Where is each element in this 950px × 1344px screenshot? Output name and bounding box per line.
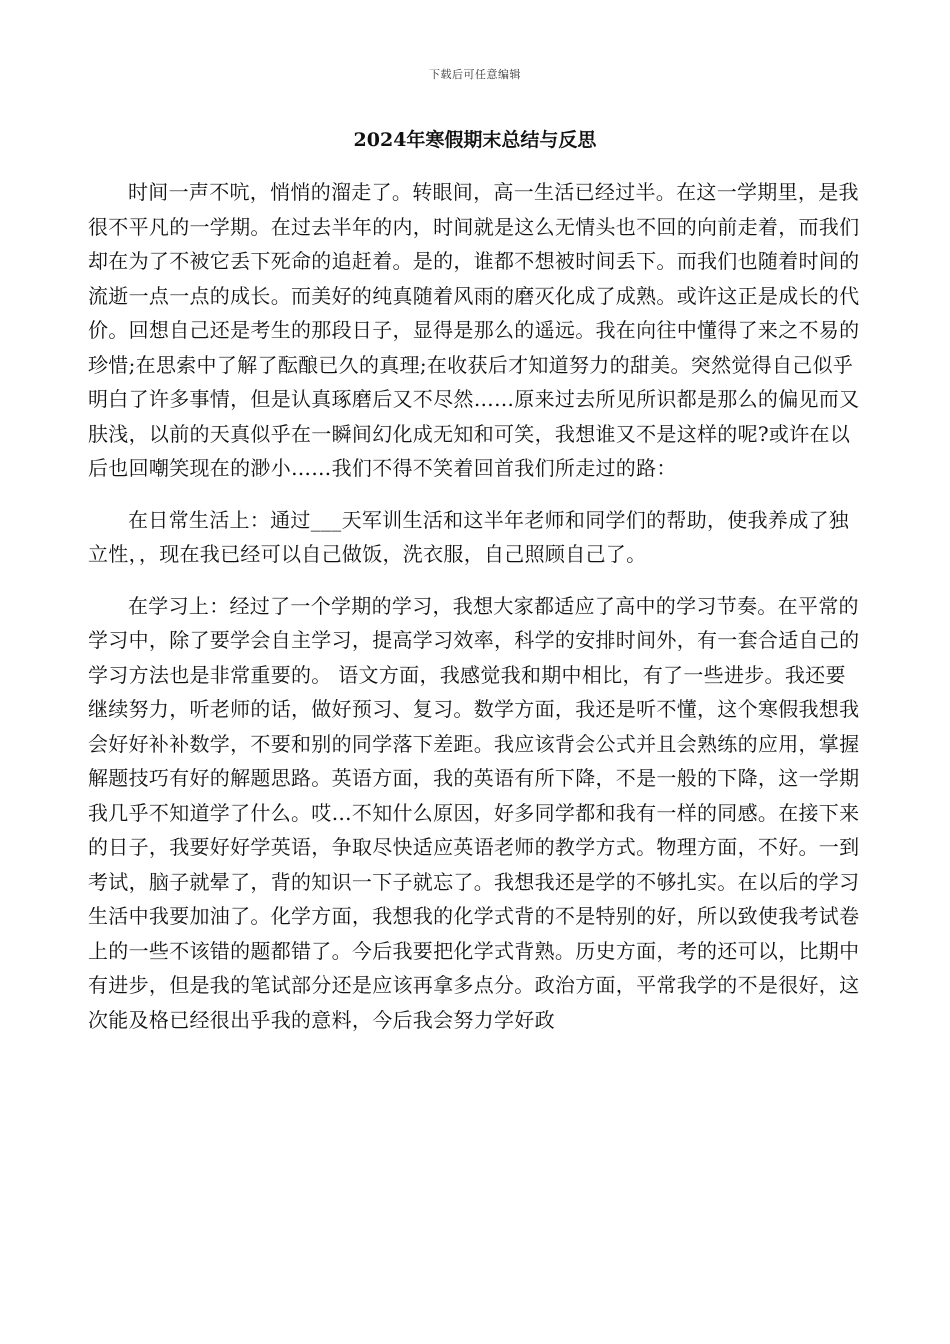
header-note: 下载后可任意编辑 xyxy=(429,68,521,81)
paragraph-daily-life: 在日常生活上：通过___天军训生活和这半年老师和同学们的帮助，使我养成了独立性，，现在我已经可以自己做饭，洗衣服，自己照顾自己了。 xyxy=(88,507,850,566)
document-title: 2024年寒假期末总结与反思 xyxy=(353,129,597,151)
paragraph-study: 在学习上：经过了一个学期的学习，我想大家都适应了高中的学习节奏。在平常的学习中，除了要学会自主学习，提高学习效率，科学的安排时间外，有一套合适自己的学习方法也是非常重要的。 语文方面，我感觉我和期中相比，有了一些进步。我还要继续努力，听老师的话，做好预习、复习。数学方面，我还是听不懂，这个寒假我想我会好好补补数学，不要和别的同学落下差距。我应该背会公式并且会熟练的应用，掌握解题技巧有好的解题思路。英语方面，我的英语有所下降，不是一般的下降，这一学期我几乎不知道学了什么。哎…不知什么原因，好多同学都和我有一样的同感。在接下来的日子，我要好好学英语，争取尽快适应英语老师的教学方式。物理方面，不好。一到考试，脑子就晕了，背的知识一下子就忘了。我想我还是学的不够扎实。在以后的学习生活中我要加油了。化学方面，我想我的化学式背的不是特别的好，所以致使我考试卷上的一些不该错的题都错了。今后我要把化学式背熟。历史方面，考的还可以，比期中有进步，但是我的笔试部分还是应该再拿多点分。政治方面，平常我学的不是很好，这次能及格已经很出乎我的意料，今后我会努力学好政 xyxy=(88,593,860,1032)
paragraph-intro: 时间一声不吭，悄悄的溜走了。转眼间，高一生活已经过半。在这一学期里，是我很不平凡的一学期。在过去半年的内，时间就是这么无情头也不回的向前走着，而我们却在为了不被它丢下死命的追赶着。是的，谁都不想被时间丢下。而我们也随着时间的流逝一点一点的成长。而美好的纯真随着风雨的磨灭化成了成熟。或许这正是成长的代价。回想自己还是考生的那段日子，显得是那么的遥远。我在向往中懂得了来之不易的珍惜;在思索中了解了酝酿已久的真理;在收获后才知道努力的甜美。突然觉得自己似乎明白了许多事情，但是认真琢磨后又不尽然……原来过去所见所识都是那么的偏见而又肤浅，以前的天真似乎在一瞬间幻化成无知和可笑，我想谁又不是这样的呢?或许在以后也回嘲笑现在的渺小……我们不得不笑着回首我们所走过的路： xyxy=(88,180,860,480)
document-body xyxy=(88,175,863,1037)
